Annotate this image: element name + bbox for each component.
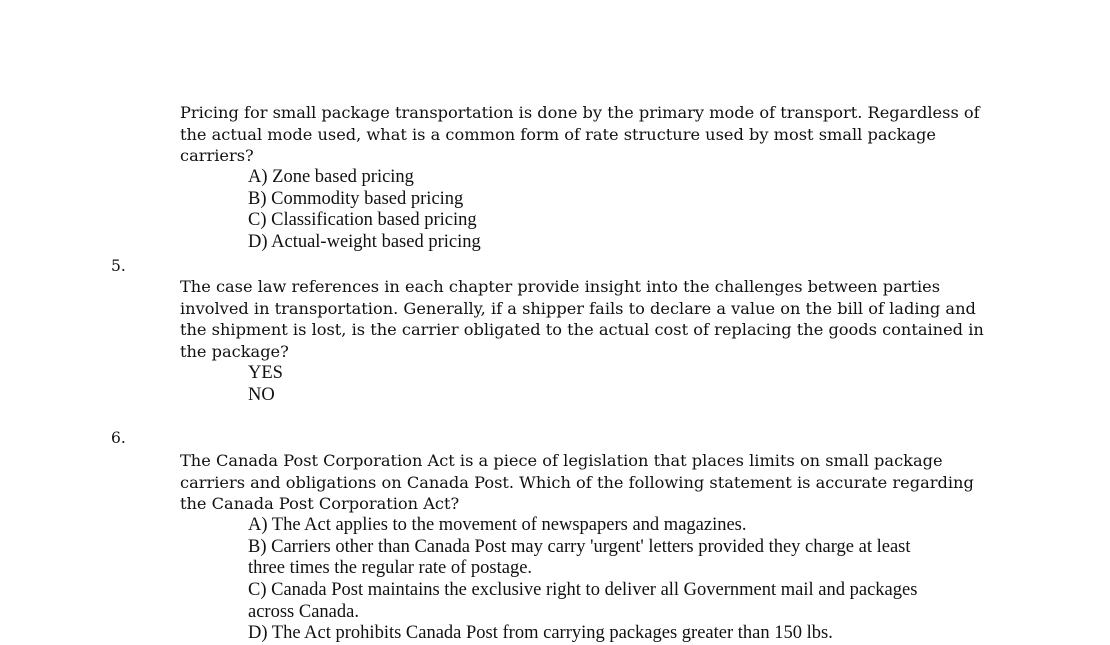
question-stem [180,102,980,167]
question-number: 6. [111,429,126,447]
question-number: 5. [111,257,126,275]
question-stem [180,276,984,363]
stem-line: involved in transportation. Generally, if a shipper fails to declare a value on the bill of lading and [180,298,976,318]
option: D) Actual-weight based pricing [248,232,481,253]
question-options [248,167,481,254]
stem-line: the Canada Post Corporation Act? [180,494,460,514]
option: three times the regular rate of postage. [248,558,533,579]
stem-line: carriers and obligations on Canada Post. Which of the following statement is accurate regarding [180,472,974,492]
option: A) Zone based pricing [248,167,414,187]
option: YES [248,363,283,383]
option: D) The Act prohibits Canada Post from carrying packages greater than 150 lbs. [248,623,833,644]
stem-line: The Canada Post Corporation Act is a piece of legislation that places limits on small package [180,451,943,470]
stem-line: the actual mode used, what is a common form of rate structure used by most small package [180,124,936,144]
stem-line: Pricing for small package transportation is done by the primary mode of transport. Regardless of [180,103,980,122]
stem-line: the shipment is lost, is the carrier obligated to the actual cost of replacing the goods contained in [180,320,984,340]
question-options [248,515,917,645]
stem-line: the package? [180,342,289,362]
option: B) Carriers other than Canada Post may carry 'urgent' letters provided they charge at least [248,536,911,557]
option: across Canada. [248,601,359,622]
stem-line: The case law references in each chapter provide insight into the challenges between parties [180,277,941,296]
option: C) Classification based pricing [248,210,477,231]
option: NO [248,384,275,405]
question-stem [180,450,974,515]
option: C) Canada Post maintains the exclusive right to deliver all Government mail and packages [248,580,918,601]
option: B) Commodity based pricing [248,188,464,209]
option: A) The Act applies to the movement of newspapers and magazines. [248,515,747,535]
question-options [248,363,283,406]
stem-line: carriers? [180,146,254,166]
